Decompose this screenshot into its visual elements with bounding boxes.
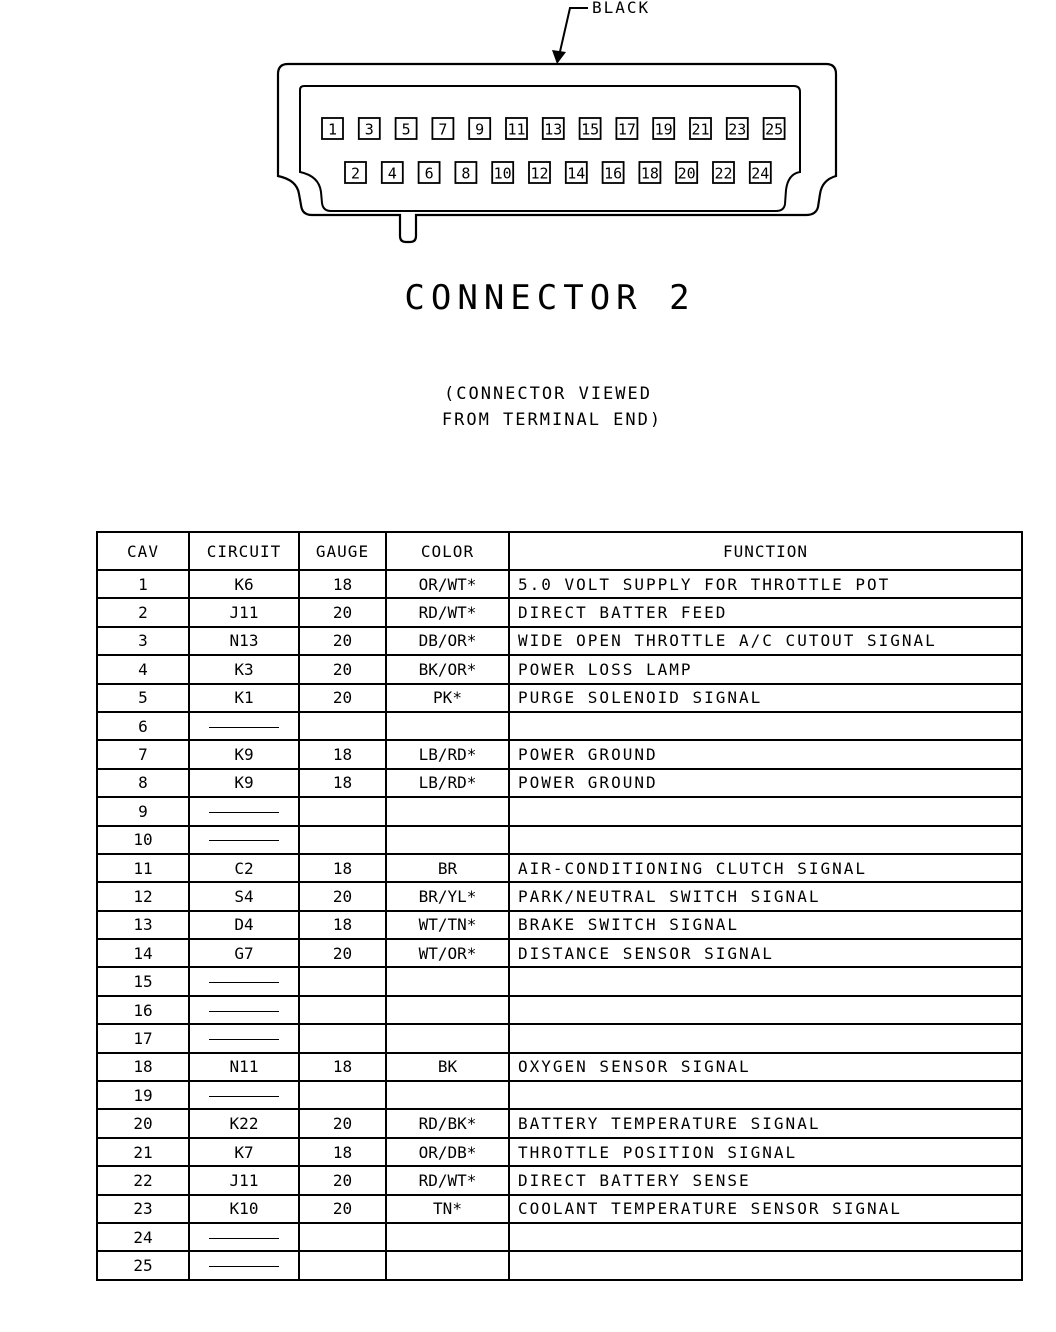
pin-number: 7 [438, 120, 448, 139]
cav-cell: 1 [97, 570, 189, 598]
pin-number: 13 [544, 120, 563, 139]
cav-cell: 8 [97, 769, 189, 797]
pinout-table [96, 531, 1023, 1281]
view-note-line-1: (CONNECTOR VIEWED [444, 384, 652, 404]
color-cell: OR/DB* [386, 1138, 509, 1166]
color-cell: PK* [386, 684, 509, 712]
circuit-cell: K9 [189, 740, 299, 768]
circuit-cell: C2 [189, 854, 299, 882]
cav-cell: 18 [97, 1053, 189, 1081]
pin-number: 11 [507, 120, 526, 139]
table-row [97, 939, 1022, 967]
pin-number: 15 [581, 120, 600, 139]
pin-number: 8 [461, 164, 471, 183]
gauge-cell: 20 [299, 939, 386, 967]
function-cell [509, 1081, 1022, 1109]
connector-shell [278, 64, 836, 242]
function-cell: DIRECT BATTER FEED [509, 598, 1022, 626]
pin-number: 16 [604, 164, 623, 183]
cav-cell: 17 [97, 1024, 189, 1052]
gauge-cell [299, 826, 386, 854]
cav-cell: 2 [97, 598, 189, 626]
circuit-cell [189, 1081, 299, 1109]
pin-number: 4 [387, 164, 397, 183]
gauge-cell [299, 1081, 386, 1109]
top-pin-row [322, 118, 785, 139]
function-cell [509, 797, 1022, 825]
circuit-cell: K3 [189, 655, 299, 683]
cav-cell: 11 [97, 854, 189, 882]
connector-drawing [0, 0, 1056, 260]
gauge-cell: 18 [299, 854, 386, 882]
table-row [97, 996, 1022, 1024]
function-cell: OXYGEN SENSOR SIGNAL [509, 1053, 1022, 1081]
pin-number: 3 [364, 120, 374, 139]
cav-cell: 23 [97, 1195, 189, 1223]
gauge-cell: 18 [299, 1053, 386, 1081]
function-cell [509, 996, 1022, 1024]
view-note-line-2: FROM TERMINAL END) [441, 410, 663, 430]
function-cell: AIR-CONDITIONING CLUTCH SIGNAL [509, 854, 1022, 882]
gauge-cell: 20 [299, 882, 386, 910]
table-row [97, 740, 1022, 768]
function-cell: BATTERY TEMPERATURE SIGNAL [509, 1109, 1022, 1137]
circuit-cell: S4 [189, 882, 299, 910]
table-row [97, 854, 1022, 882]
pin-number: 17 [617, 120, 636, 139]
pin-number: 14 [567, 164, 586, 183]
table-row [97, 655, 1022, 683]
cav-cell: 25 [97, 1251, 189, 1279]
color-cell [386, 1081, 509, 1109]
pin-number: 12 [530, 164, 549, 183]
color-cell: BK/OR* [386, 655, 509, 683]
unused-dash [209, 840, 279, 841]
pin-number: 22 [714, 164, 733, 183]
function-cell [509, 967, 1022, 995]
table-row [97, 1109, 1022, 1137]
cav-cell: 13 [97, 911, 189, 939]
header-function: FUNCTION [509, 532, 1022, 570]
gauge-cell [299, 1223, 386, 1251]
circuit-cell: K9 [189, 769, 299, 797]
color-cell: TN* [386, 1195, 509, 1223]
circuit-cell: J11 [189, 1166, 299, 1194]
gauge-cell [299, 712, 386, 740]
pin-number: 6 [424, 164, 434, 183]
function-cell: PARK/NEUTRAL SWITCH SIGNAL [509, 882, 1022, 910]
circuit-cell: J11 [189, 598, 299, 626]
pin-number: 25 [765, 120, 784, 139]
table-row [97, 627, 1022, 655]
cav-cell: 7 [97, 740, 189, 768]
connector-cavity [300, 86, 800, 211]
color-cell [386, 797, 509, 825]
circuit-cell [189, 797, 299, 825]
cav-cell: 15 [97, 967, 189, 995]
table-row [97, 1223, 1022, 1251]
function-cell: DIRECT BATTERY SENSE [509, 1166, 1022, 1194]
pin-number: 5 [401, 120, 411, 139]
circuit-cell: K1 [189, 684, 299, 712]
color-cell [386, 1024, 509, 1052]
cav-cell: 24 [97, 1223, 189, 1251]
table-row [97, 882, 1022, 910]
table-row [97, 826, 1022, 854]
unused-dash [209, 1011, 279, 1012]
function-cell [509, 712, 1022, 740]
cav-cell: 20 [97, 1109, 189, 1137]
function-cell [509, 1024, 1022, 1052]
cav-cell: 6 [97, 712, 189, 740]
cav-cell: 19 [97, 1081, 189, 1109]
circuit-cell: G7 [189, 939, 299, 967]
table-row [97, 797, 1022, 825]
pin-number: 19 [654, 120, 673, 139]
circuit-cell: K22 [189, 1109, 299, 1137]
gauge-cell [299, 996, 386, 1024]
gauge-cell [299, 797, 386, 825]
color-cell [386, 712, 509, 740]
table-row [97, 1081, 1022, 1109]
wire-color-label: BLACK [592, 0, 651, 17]
cav-cell: 12 [97, 882, 189, 910]
table-row [97, 598, 1022, 626]
unused-dash [209, 982, 279, 983]
pin-number: 24 [751, 164, 770, 183]
gauge-cell: 20 [299, 627, 386, 655]
leader-arrow [559, 8, 588, 56]
color-cell: BK [386, 1053, 509, 1081]
color-cell: OR/WT* [386, 570, 509, 598]
cav-cell: 21 [97, 1138, 189, 1166]
circuit-cell: K10 [189, 1195, 299, 1223]
color-cell: WT/OR* [386, 939, 509, 967]
gauge-cell [299, 1024, 386, 1052]
unused-dash [209, 1266, 279, 1267]
gauge-cell: 18 [299, 911, 386, 939]
color-cell [386, 967, 509, 995]
table-row [97, 712, 1022, 740]
cav-cell: 10 [97, 826, 189, 854]
color-cell [386, 826, 509, 854]
table-row [97, 570, 1022, 598]
gauge-cell: 20 [299, 1166, 386, 1194]
gauge-cell: 20 [299, 1195, 386, 1223]
function-cell: POWER GROUND [509, 769, 1022, 797]
unused-dash [209, 1096, 279, 1097]
circuit-cell [189, 826, 299, 854]
color-cell [386, 1251, 509, 1279]
color-cell: RD/WT* [386, 598, 509, 626]
color-cell: WT/TN* [386, 911, 509, 939]
function-cell: COOLANT TEMPERATURE SENSOR SIGNAL [509, 1195, 1022, 1223]
gauge-cell: 18 [299, 570, 386, 598]
cav-cell: 5 [97, 684, 189, 712]
function-cell: POWER GROUND [509, 740, 1022, 768]
cav-cell: 4 [97, 655, 189, 683]
gauge-cell: 20 [299, 655, 386, 683]
color-cell: LB/RD* [386, 740, 509, 768]
gauge-cell: 18 [299, 769, 386, 797]
function-cell: 5.0 VOLT SUPPLY FOR THROTTLE POT [509, 570, 1022, 598]
circuit-cell: K6 [189, 570, 299, 598]
cav-cell: 9 [97, 797, 189, 825]
function-cell: BRAKE SWITCH SIGNAL [509, 911, 1022, 939]
table-row [97, 684, 1022, 712]
color-cell: DB/OR* [386, 627, 509, 655]
pin-number: 23 [728, 120, 747, 139]
color-cell: RD/WT* [386, 1166, 509, 1194]
arrow-head [552, 50, 566, 64]
color-cell: BR [386, 854, 509, 882]
pin-number: 9 [475, 120, 485, 139]
gauge-cell: 18 [299, 740, 386, 768]
table-row [97, 1195, 1022, 1223]
connector-title: CONNECTOR 2 [404, 278, 696, 318]
circuit-cell [189, 1251, 299, 1279]
gauge-cell [299, 1251, 386, 1279]
header-circuit: CIRCUIT [189, 532, 299, 570]
color-cell [386, 1223, 509, 1251]
gauge-cell: 20 [299, 1109, 386, 1137]
circuit-cell [189, 1024, 299, 1052]
color-cell: RD/BK* [386, 1109, 509, 1137]
circuit-cell: D4 [189, 911, 299, 939]
pin-number: 10 [493, 164, 512, 183]
function-cell [509, 1223, 1022, 1251]
header-gauge: GAUGE [299, 532, 386, 570]
function-cell: WIDE OPEN THROTTLE A/C CUTOUT SIGNAL [509, 627, 1022, 655]
color-cell: BR/YL* [386, 882, 509, 910]
pin-number: 2 [350, 164, 361, 183]
function-cell [509, 826, 1022, 854]
color-cell: LB/RD* [386, 769, 509, 797]
function-cell [509, 1251, 1022, 1279]
table-header-row [97, 532, 1022, 570]
table-row [97, 1251, 1022, 1279]
table-row [97, 1166, 1022, 1194]
pin-number: 18 [640, 164, 659, 183]
header-color: COLOR [386, 532, 509, 570]
function-cell: PURGE SOLENOID SIGNAL [509, 684, 1022, 712]
table-row [97, 967, 1022, 995]
unused-dash [209, 727, 279, 728]
unused-dash [209, 1039, 279, 1040]
table-row [97, 1138, 1022, 1166]
cav-cell: 22 [97, 1166, 189, 1194]
circuit-cell: N11 [189, 1053, 299, 1081]
table-row [97, 1053, 1022, 1081]
pin-number: 20 [677, 164, 696, 183]
unused-dash [209, 812, 279, 813]
function-cell: POWER LOSS LAMP [509, 655, 1022, 683]
circuit-cell: K7 [189, 1138, 299, 1166]
pin-number: 21 [691, 120, 710, 139]
circuit-cell [189, 1223, 299, 1251]
color-cell [386, 996, 509, 1024]
cav-cell: 3 [97, 627, 189, 655]
table-row [97, 1024, 1022, 1052]
bottom-pin-row [345, 162, 771, 183]
table-row [97, 911, 1022, 939]
unused-dash [209, 1238, 279, 1239]
table-row [97, 769, 1022, 797]
pin-number: 1 [327, 120, 338, 139]
gauge-cell [299, 967, 386, 995]
cav-cell: 16 [97, 996, 189, 1024]
function-cell: DISTANCE SENSOR SIGNAL [509, 939, 1022, 967]
gauge-cell: 18 [299, 1138, 386, 1166]
gauge-cell: 20 [299, 598, 386, 626]
header-cav: CAV [97, 532, 189, 570]
gauge-cell: 20 [299, 684, 386, 712]
circuit-cell: N13 [189, 627, 299, 655]
circuit-cell [189, 712, 299, 740]
circuit-cell [189, 996, 299, 1024]
function-cell: THROTTLE POSITION SIGNAL [509, 1138, 1022, 1166]
circuit-cell [189, 967, 299, 995]
cav-cell: 14 [97, 939, 189, 967]
